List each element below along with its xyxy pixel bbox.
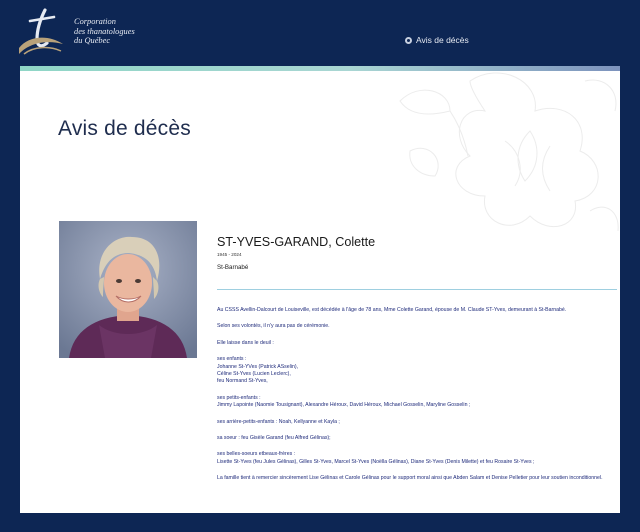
text-line: sa soeur : feu Gisèle Garand (feu Alfred Gélinas); [217,435,331,442]
text-line: ses enfants : [217,356,247,363]
logo-line: des thanatologues [74,26,135,36]
nav-avis-de-deces-link[interactable] [405,35,469,45]
logo-line: du Québec [74,36,111,46]
location: St-Barnabé [217,264,249,271]
floral-decoration-icon [390,71,620,231]
logo-line: Corporation [74,17,116,26]
site-header [0,0,640,66]
obituary-paragraph [217,307,617,314]
text-line: feu Normand St-Yves, [217,378,268,385]
text-line: Selon ses volontés, il n'y aura pas de cérémonie. [217,323,330,330]
obituary-paragraph [217,356,617,386]
logo-text[interactable] [74,17,164,46]
nav-link-label: Avis de décès [416,35,469,45]
circle-icon [405,37,412,44]
obituary-paragraph [217,475,617,482]
text-line: Au CSSS Avellin-Dalcourt de Louiseville, est décédée à l'âge de 78 ans, Mme Colette Garand, épouse de M. Claude ST-Yves, demeurant à St-Barnabé. [217,307,567,313]
obituary-paragraph [217,323,617,330]
text-line: Elle laisse dans le deuil : [217,339,274,346]
obituary-paragraph [217,435,617,442]
life-dates: 1945 - 2024 [217,252,242,257]
text-line: Céline St-Yves (Lucien Leclerc), [217,371,291,378]
portrait-image [59,221,197,358]
text-line: Lisette St-Yves (feu Jules Gélinas), Gilles St-Yves, Marcel St-Yves (Noëlla Gélinas), Diane St-Yves (Denis Milette) et feu Rosaire St-Yves ; [217,458,535,465]
text-line: ses arrière-petits-enfants : Noah, Kellyanne et Kayla ; [217,418,340,425]
obituary-paragraph [217,451,617,466]
text-line: Johanne St-YVes (Patrick ASselin), [217,363,299,370]
deceased-photo [59,221,197,358]
text-line: La famille tient à remercier sincèrement Lise Gélinas et Carole Gélinas pour le support moral ainsi que Abden Salam et Denise Pelletier pour leur soutien inconditionnel. [217,475,603,482]
main-content [20,71,620,513]
obituary-paragraph [217,340,617,347]
text-line: ses belles-soeurs etbeaux-frères : [217,451,296,458]
obituary-text [217,307,617,492]
obituary-paragraph [217,419,617,426]
deceased-name: ST-YVES-GARAND, Colette [217,235,376,249]
page-title: Avis de décès [58,117,191,140]
logo-icon[interactable] [16,6,66,58]
text-line: Jimmy Lapointe (Naomie Tousignant), Alexandre Héroux, David Héroux, Michael Gosselin, Maryline Gosselin ; [217,402,471,409]
divider [217,289,617,290]
text-line: ses petits-enfants : [217,394,261,401]
obituary-paragraph [217,395,617,410]
